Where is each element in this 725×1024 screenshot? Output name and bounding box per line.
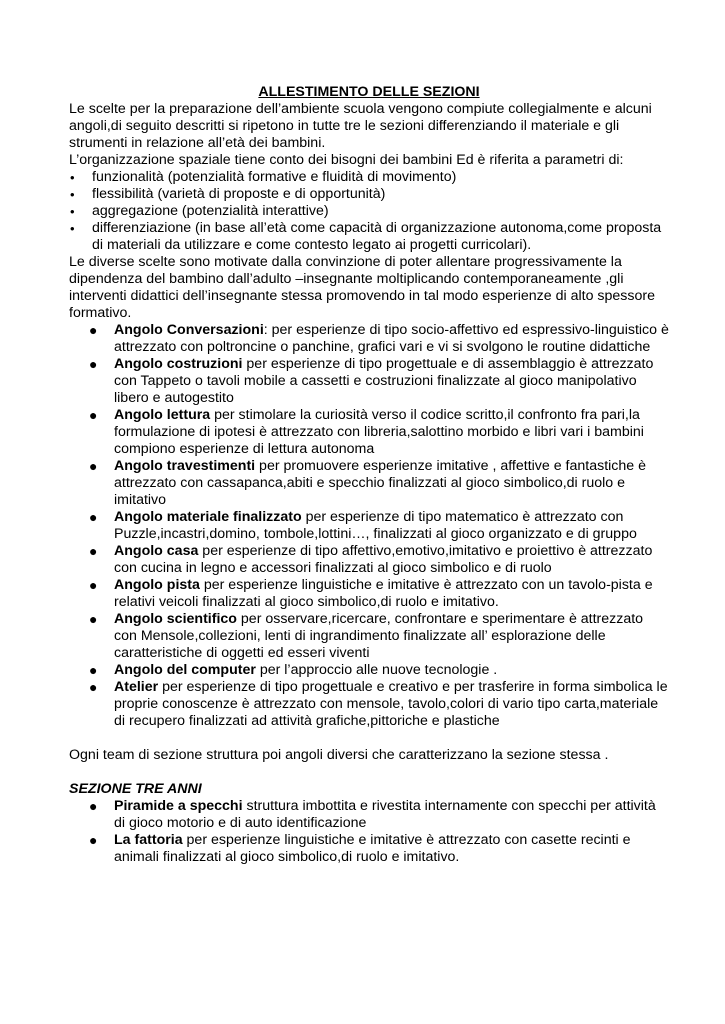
bullet-icon: ●: [89, 509, 98, 525]
list-item: [69, 169, 669, 186]
list-item: [69, 832, 669, 866]
list-item: [69, 407, 669, 458]
corner-name: Angolo Conversazioni: [114, 322, 264, 338]
corner-description: per osservare,ricercare, confrontare e sperimentare è attrezzato con Mensole,collezioni, lenti di ingrandimento finalizzate all’ esplorazione delle caratteristiche di oggetti ed esseri viventi: [114, 611, 644, 661]
document-page: [69, 84, 669, 866]
bullet-icon: ●: [89, 543, 98, 559]
corner-name: Angolo costruzioni: [114, 356, 243, 372]
list-item: [69, 322, 669, 356]
bullet-icon: ●: [89, 356, 98, 372]
corner-description: per esperienze di tipo progettuale e di assemblaggio è attrezzato con Tappeto o tavoli mobile a cassetti e costruzioni finalizzate al gioco manipolativo libero e autogestito: [114, 356, 654, 406]
list-item: [69, 543, 669, 577]
bullet-icon: ●: [89, 407, 98, 423]
section-three-title: SEZIONE TRE ANNI: [69, 781, 202, 797]
list-item: [69, 679, 669, 730]
list-item: [69, 186, 669, 203]
list-item: [69, 356, 669, 407]
list-item-text: differenziazione (in base all’età come capacità di organizzazione autonoma,come proposta di materiali da utilizzare e come contesto legato ai progetti curricolari).: [92, 220, 662, 253]
list-item: [69, 577, 669, 611]
corner-description: per esperienze di tipo affettivo,emotivo,imitativo e proiettivo è attrezzato con cucina in legno e accessori finalizzati al gioco simbolico e di ruolo: [114, 543, 653, 576]
spacer: [69, 764, 669, 781]
corner-name: Angolo lettura: [114, 407, 211, 423]
corners-list: [69, 322, 669, 730]
corner-description: per esperienze di tipo progettuale e creativo e per trasferire in forma simbolica le proprie conoscenze è attrezzato con mensole, tavolo,colori di vario tipo carta,materiale di recupero finalizzati ad attività grafiche,pittoriche e plastiche: [114, 679, 668, 729]
corner-name: Angolo pista: [114, 577, 200, 593]
bullet-icon: •: [70, 170, 75, 185]
team-note: Ogni team di sezione struttura poi angoli diversi che caratterizzano la sezione stessa .: [69, 747, 609, 763]
corner-name: Angolo casa: [114, 543, 199, 559]
corner-description: per promuovere esperienze imitative , affettive e fantastiche è attrezzato con cassapanca,abiti e specchio finalizzati al gioco simbolico,di ruolo e imitativo: [114, 458, 646, 508]
corner-description: per esperienze linguistiche e imitative è attrezzato con casette recinti e animali finalizzati al gioco simbolico,di ruolo e imitativo.: [114, 832, 631, 865]
corner-description: per esperienze linguistiche e imitative è attrezzato con un tavolo-pista e relativi veicoli finalizzati al gioco simbolico,di ruolo e imitativo.: [114, 577, 653, 610]
bullet-icon: •: [70, 221, 75, 236]
list-item-text: aggregazione (potenzialità interattive): [92, 203, 329, 219]
parameters-list: [69, 169, 669, 254]
corner-description: per l’approccio alle nuove tecnologie .: [255, 662, 498, 678]
document-title: ALLESTIMENTO DELLE SEZIONI: [258, 84, 480, 100]
corner-description: per esperienze di tipo matematico è attrezzato con Puzzle,incastri,domino, tombole,lottini…, finalizzati al gioco organizzato e di gruppo: [114, 509, 637, 542]
corner-description: : per esperienze di tipo socio-affettivo ed espressivo-linguistico è attrezzato con poltroncine o panchine, grafici vari e vi si svolgono le routine didattiche: [114, 322, 669, 355]
corner-description: per stimolare la curiosità verso il codice scritto,il confronto fra pari,la formulazione di ipotesi è attrezzato con libreria,salottino morbido e libri vari i bambini compiono esperienze di lettura autonoma: [114, 407, 644, 457]
corner-name: Angolo travestimenti: [114, 458, 256, 474]
bullet-icon: ●: [89, 679, 98, 695]
motivation-paragraph: Le diverse scelte sono motivate dalla convinzione di poter allentare progressivamente la dipendenza del bambino dall’adulto –insegnante moltiplicando contemporaneamente ,gli interventi didattici dell’insegnante stessa promovendo in tal modo esperienze di alto spessore formativo.: [69, 254, 655, 321]
corner-name: La fattoria: [114, 832, 183, 848]
list-item: [69, 458, 669, 509]
corner-name: Piramide a specchi: [114, 798, 243, 814]
bullet-icon: ●: [89, 322, 98, 338]
bullet-icon: ●: [89, 798, 98, 814]
list-item: [69, 798, 669, 832]
bullet-icon: ●: [89, 611, 98, 627]
bullet-icon: ●: [89, 458, 98, 474]
list-item: [69, 509, 669, 543]
bullet-icon: •: [70, 204, 75, 219]
corner-name: Atelier: [114, 679, 159, 695]
bullet-icon: ●: [89, 662, 98, 678]
corner-name: Angolo del computer: [114, 662, 256, 678]
corner-name: Angolo materiale finalizzato: [114, 509, 302, 525]
section-three-list: [69, 798, 669, 866]
corner-description: struttura imbottita e rivestita internamente con specchi per attività di gioco motorio e di auto identificazione: [114, 798, 656, 831]
intro-paragraph: Le scelte per la preparazione dell’ambiente scuola vengono compiute collegialmente e alcuni angoli,di seguito descritti si ripetono in tutte tre le sezioni differenziando il materiale e gli strumenti in relazione all’età dei bambini.: [69, 101, 652, 151]
bullet-icon: ●: [89, 832, 98, 848]
bullet-icon: •: [70, 187, 75, 202]
spacer: [69, 730, 669, 747]
bullet-icon: ●: [89, 577, 98, 593]
list-item: [69, 662, 669, 679]
corner-name: Angolo scientifico: [114, 611, 237, 627]
list-item-text: funzionalità (potenzialità formative e fluidità di movimento): [92, 169, 457, 185]
list-item: [69, 203, 669, 220]
list-item-text: flessibilità (varietà di proposte e di opportunità): [92, 186, 386, 202]
list-item: [69, 220, 669, 254]
organization-paragraph: L’organizzazione spaziale tiene conto dei bisogni dei bambini Ed è riferita a parametri di:: [69, 152, 624, 168]
list-item: [69, 611, 669, 662]
